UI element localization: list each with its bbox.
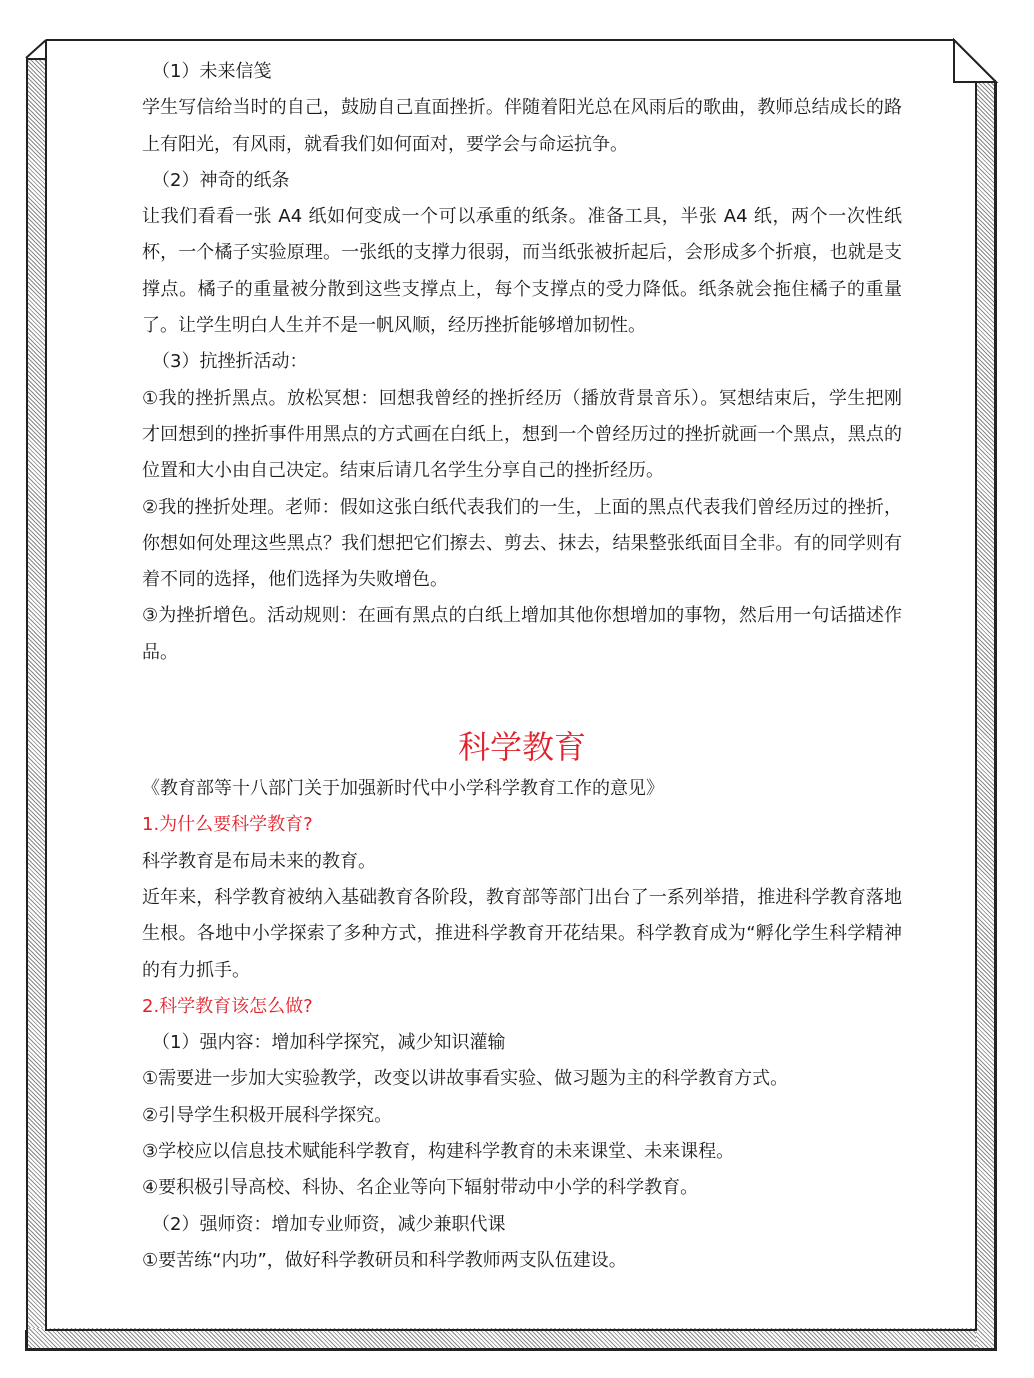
activity-frustration-handling: ②我的挫折处理。老师：假如这张白纸代表我们的一生，上面的黑点代表我们曾经历过的挫折，你想如何处理这些黑点？我们想把它们擦去、剪去、抹去，结果整张纸面目全非。有的同学则有着不同的选择，他们选择为失败增色。 [142, 496, 902, 591]
paragraph-future-letter: 学生写信给当时的自己，鼓励自己直面挫折。伴随着阳光总在风雨后的歌曲，教师总结成长的路上有阳光，有风雨，就看我们如何面对，要学会与命运抗争。 [142, 97, 902, 155]
list-item: ①需要进一步加大实验教学，改变以讲故事看实验、做习题为主的科学教育方式。 [142, 1068, 789, 1090]
question-why: 1.为什么要科学教育? [142, 814, 313, 836]
sheet-shadow-right [976, 80, 996, 1350]
sheet-shadow-left [26, 58, 46, 1348]
paragraph-why-1: 科学教育是布局未来的教育。 [142, 850, 376, 872]
heading-anti-frustration: （3）抗挫折活动： [152, 351, 308, 373]
document-content [142, 54, 902, 1279]
list-item: ②引导学生积极开展科学探究。 [142, 1104, 393, 1126]
paragraph-why-2: 近年来，科学教育被纳入基础教育各阶段，教育部等部门出台了一系列举措，推进科学教育落地生根。各地中小学探索了多种方式，推进科学教育开花结果。科学教育成为“孵化学生科学精神的有力抓手。 [142, 886, 902, 981]
list-item: ③学校应以信息技术赋能科学教育，构建科学教育的未来课堂、未来课程。 [142, 1141, 735, 1163]
document-reference: 《教育部等十八部门关于加强新时代中小学科学教育工作的意见》 [142, 778, 664, 800]
subheading-content: （1）强内容：增加科学探究，减少知识灌输 [152, 1032, 506, 1054]
activity-add-color: ③为挫折增色。活动规则：在画有黑点的白纸上增加其他你想增加的事物，然后用一句话描述作品。 [142, 605, 902, 663]
subheading-teachers: （2）强师资：增加专业师资，减少兼职代课 [152, 1213, 506, 1235]
question-how: 2.科学教育该怎么做? [142, 995, 313, 1017]
activity-black-dots: ①我的挫折黑点。放松冥想：回想我曾经的挫折经历（播放背景音乐）。冥想结束后，学生把刚才回想到的挫折事件用黑点的方式画在白纸上，想到一个曾经历过的挫折就画一个黑点，黑点的位置和大小由自己决定。结束后请几名学生分享自己的挫折经历。 [142, 387, 902, 482]
section-gap [142, 671, 902, 723]
paragraph-magic-paper: 让我们看看一张 A4 纸如何变成一个可以承重的纸条。准备工具，半张 A4 纸，两个一次性纸杯，一个橘子实验原理。一张纸的支撑力很弱，而当纸张被折起后，会形成多个折痕，也就是支撑点。橘子的重量被分散到这些支撑点上，每个支撑点的受力降低。纸条就会拖住橘子的重量了。让学生明白人生并不是一帆风顺，经历挫折能够增加韧性。 [142, 206, 902, 337]
heading-magic-paper: （2）神奇的纸条 [152, 169, 290, 191]
heading-future-letter: （1）未来信笺 [152, 61, 272, 82]
list-item: ①要苦练“内功”，做好科学教研员和科学教师两支队伍建设。 [142, 1249, 627, 1271]
document-page [46, 40, 976, 1330]
sheet-shadow-bottom [26, 1328, 996, 1350]
section-title-science-education: 科学教育 [457, 728, 586, 767]
list-item: ④要积极引导高校、科协、名企业等向下辐射带动中小学的科学教育。 [142, 1177, 699, 1199]
